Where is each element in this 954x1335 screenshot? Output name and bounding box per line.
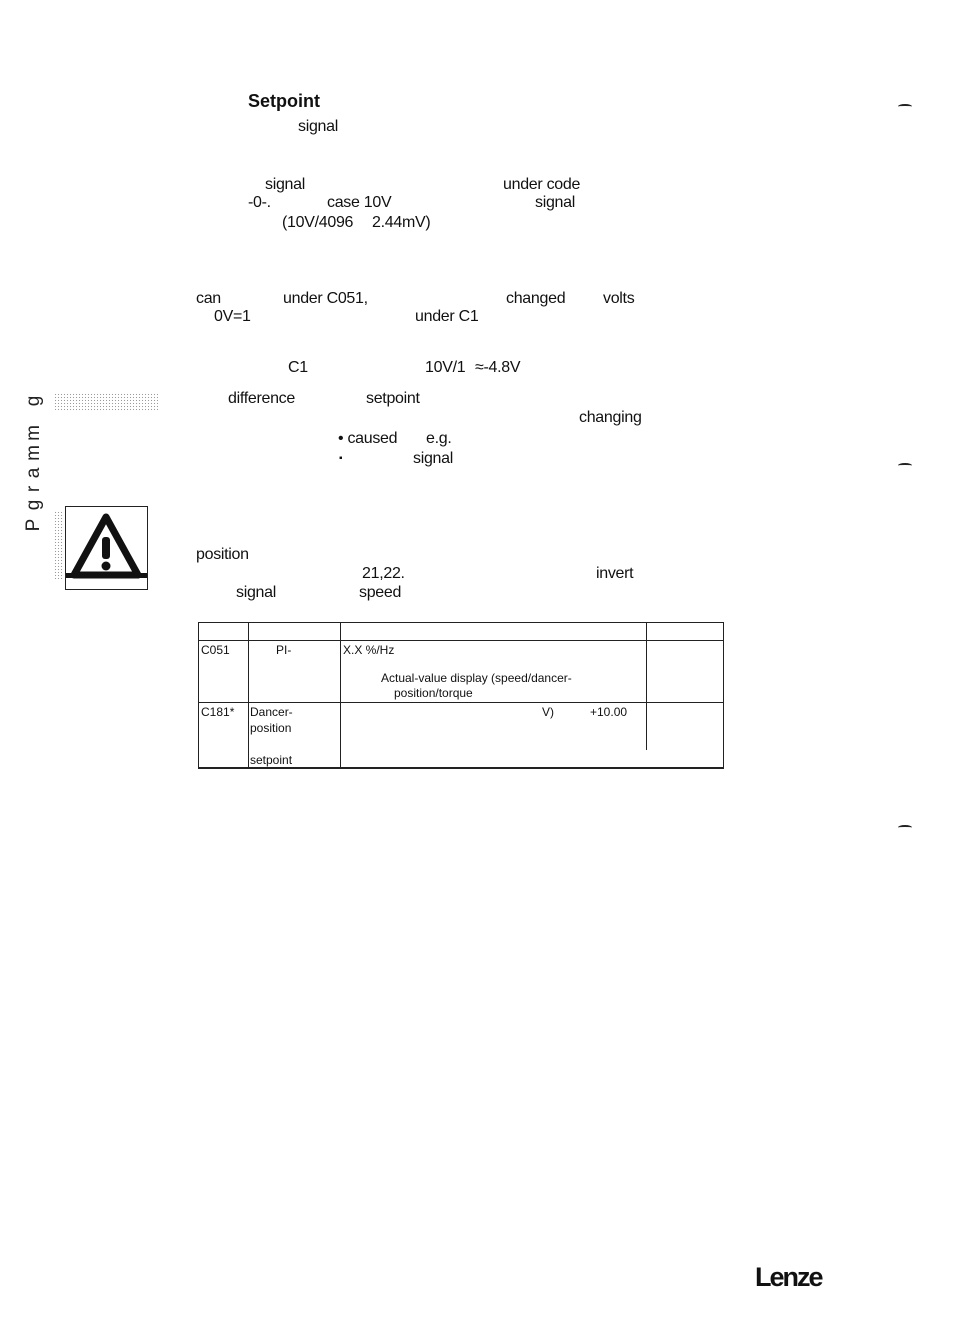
text-fragment: under code bbox=[503, 176, 581, 193]
shaded-band bbox=[54, 511, 64, 579]
table-cell-code: C051 bbox=[201, 643, 230, 657]
text-fragment: (10V/4096 bbox=[282, 214, 354, 231]
margin-mark bbox=[898, 463, 912, 468]
table-cell-unit: X.X %/Hz bbox=[343, 643, 395, 657]
text-fragment: e.g. bbox=[426, 430, 452, 447]
side-letter: r bbox=[23, 485, 44, 493]
text-fragment: setpoint bbox=[366, 390, 420, 407]
side-letter: P bbox=[23, 518, 44, 532]
text-fragment: signal bbox=[298, 118, 339, 135]
text-fragment: 10V/1 bbox=[425, 359, 466, 376]
side-letter: m bbox=[23, 425, 44, 441]
margin-mark bbox=[898, 104, 912, 109]
text-fragment: difference bbox=[228, 390, 295, 407]
text-fragment: volts bbox=[603, 290, 635, 307]
table-cell-name: position bbox=[250, 721, 292, 735]
table-cell-value: V) bbox=[542, 705, 554, 719]
table-cell-code: C181* bbox=[201, 705, 235, 719]
text-fragment: signal bbox=[413, 450, 454, 467]
text-fragment: ≈-4.8V bbox=[475, 359, 521, 376]
side-letter: m bbox=[23, 445, 44, 461]
table-cell-desc: Actual-value display (speed/dancer- bbox=[381, 671, 572, 685]
text-fragment: can bbox=[196, 290, 221, 307]
table-cell-name: PI- bbox=[276, 643, 292, 657]
bullet: ▪ bbox=[339, 453, 343, 464]
side-letter: g bbox=[23, 395, 44, 407]
side-letter: a bbox=[23, 467, 44, 479]
table-cell-value: +10.00 bbox=[590, 705, 628, 719]
text-fragment: changed bbox=[506, 290, 566, 307]
text-fragment: speed bbox=[359, 584, 402, 601]
text-fragment: 2.44mV) bbox=[372, 214, 431, 231]
text-fragment: C1 bbox=[288, 359, 308, 376]
table-cell-name: setpoint bbox=[250, 753, 293, 767]
brand-logo: Lenze bbox=[755, 1262, 822, 1292]
parameter-table bbox=[198, 622, 724, 768]
margin-mark bbox=[898, 825, 912, 830]
warning-icon bbox=[65, 506, 148, 590]
text-fragment: • caused bbox=[338, 430, 398, 447]
text-fragment: under C051, bbox=[283, 290, 368, 307]
text-fragment: 0V=1 bbox=[214, 308, 251, 325]
text-fragment: signal bbox=[535, 194, 576, 211]
section-heading: Setpoint bbox=[248, 91, 320, 111]
table-cell-name: Dancer- bbox=[250, 705, 293, 719]
text-fragment: case 10V bbox=[327, 194, 392, 211]
text-fragment: -0-. bbox=[248, 194, 271, 211]
text-fragment: under C1 bbox=[415, 308, 479, 325]
text-fragment: signal bbox=[265, 176, 306, 193]
text-fragment: changing bbox=[579, 409, 642, 426]
table-cell-desc: position/torque bbox=[394, 686, 473, 700]
side-letter: g bbox=[23, 499, 44, 511]
text-fragment: invert bbox=[596, 565, 634, 582]
text-fragment: signal bbox=[236, 584, 277, 601]
shaded-band bbox=[54, 393, 158, 411]
text-fragment: 21,22. bbox=[362, 565, 405, 582]
text-fragment: position bbox=[196, 546, 249, 563]
